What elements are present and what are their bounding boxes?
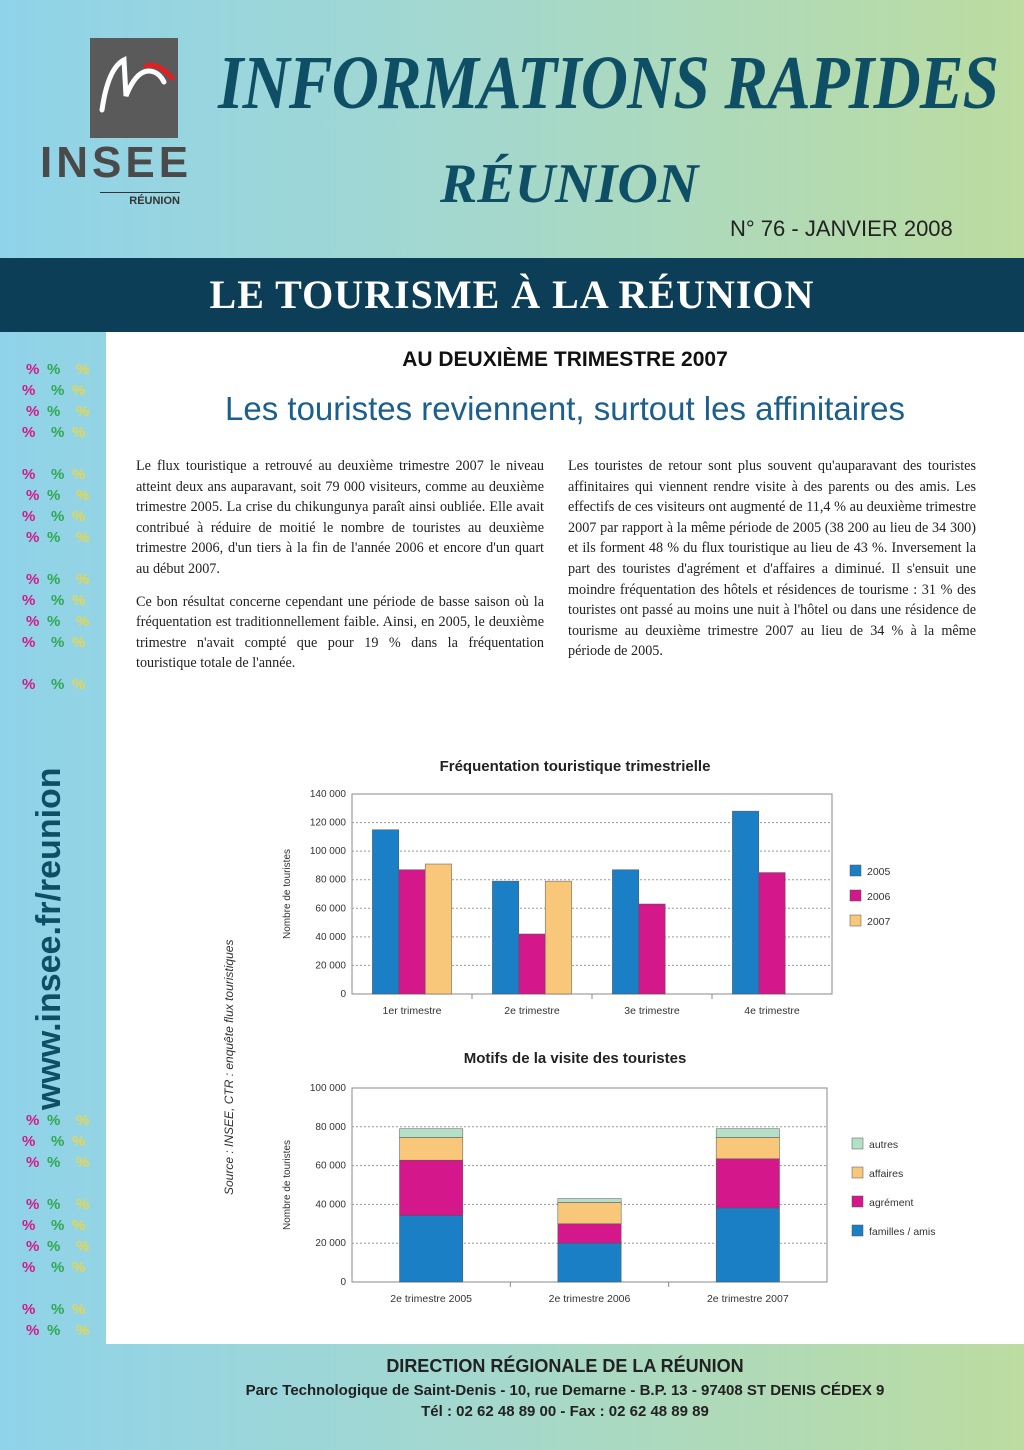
- bar: [732, 811, 758, 994]
- y-tick-label: 140 000: [309, 789, 346, 800]
- percent-symbol: %: [76, 613, 90, 630]
- paragraph: Ce bon résultat concerne cependant une période de basse saison où la fréquentation est traditionnellement faible. Ainsi, en 2005, le deuxième trimestre n'avait compté que pour 19 % dans la fréquentation touristique totale de l'année.: [136, 593, 544, 672]
- percent-symbol: %: [26, 1196, 40, 1213]
- y-tick-label: 100 000: [309, 846, 346, 858]
- paragraph: Le flux touristique a retrouvé au deuxième trimestre 2007 le niveau atteint deux ans auparavant, soit 79 000 visiteurs, comme au deuxième trimestre 2005. La crise du chikungunya paraît ainsi oubliée. Elle avait contribué à réduire de moitié le nombre de touristes au deuxième trimestre 2006, d'un tiers à la fin de l'année 2006 et encore d'un quart au début 2007.: [136, 458, 544, 577]
- bar-segment: [400, 1215, 463, 1282]
- bar-segment: [400, 1160, 463, 1215]
- chart-motifs: [270, 1078, 970, 1318]
- percent-symbol: %: [22, 1301, 36, 1318]
- website-link[interactable]: www.insee.fr/reunion: [30, 767, 68, 1110]
- legend-label: familles / amis: [869, 1226, 936, 1238]
- percent-symbol: %: [51, 466, 65, 483]
- footer: [106, 1344, 1024, 1450]
- percent-symbol: %: [47, 403, 61, 420]
- percent-symbol: %: [72, 1301, 86, 1318]
- logo-sub: RÉUNION: [100, 192, 180, 207]
- x-tick-label: 2e trimestre 2005: [390, 1293, 473, 1305]
- y-tick-label: 120 000: [309, 817, 346, 829]
- percent-symbol: %: [76, 361, 90, 378]
- legend-swatch: [850, 890, 861, 901]
- percent-symbol: %: [22, 1259, 36, 1276]
- percent-symbol: %: [51, 1133, 65, 1150]
- bar: [612, 870, 638, 994]
- percent-symbol: %: [26, 1238, 40, 1255]
- x-tick-label: 4e trimestre: [744, 1005, 800, 1017]
- percent-symbol: %: [22, 592, 36, 609]
- percent-symbol: %: [76, 1112, 90, 1129]
- logo-text: INSEE: [40, 138, 193, 187]
- percent-symbol: %: [26, 361, 40, 378]
- percent-symbol: %: [47, 1154, 61, 1171]
- article-column-2: [568, 456, 976, 674]
- percent-symbol: %: [72, 508, 86, 525]
- footer-address: Parc Technologique de Saint-Denis - 10, rue Demarne - B.P. 13 - 97408 ST DENIS CÉDEX 9: [245, 1382, 885, 1399]
- page-subtitle: RÉUNION: [440, 153, 699, 215]
- y-tick-label: 80 000: [315, 1121, 346, 1133]
- footer-phone: Tél : 02 62 48 89 00 - Fax : 02 62 48 89 89: [421, 1403, 709, 1420]
- percent-symbol: %: [72, 424, 86, 441]
- bar: [399, 870, 425, 994]
- legend-label: 2005: [867, 866, 891, 878]
- legend-swatch: [852, 1167, 863, 1178]
- percent-symbol: %: [26, 1154, 40, 1171]
- legend-swatch: [852, 1225, 863, 1236]
- x-tick-label: 1er trimestre: [382, 1005, 442, 1017]
- percent-symbol: %: [47, 613, 61, 630]
- percent-symbol: %: [72, 1259, 86, 1276]
- percent-symbol: %: [26, 487, 40, 504]
- percent-symbol: %: [51, 508, 65, 525]
- percent-symbol: %: [47, 529, 61, 546]
- bar: [759, 873, 785, 994]
- percent-symbol: %: [22, 424, 36, 441]
- percent-symbol: %: [26, 403, 40, 420]
- legend-label: 2006: [867, 891, 891, 903]
- y-tick-label: 0: [340, 1277, 346, 1288]
- percent-symbol: %: [47, 1112, 61, 1129]
- y-axis-label: Nombre de touristes: [282, 1139, 293, 1231]
- percent-symbol: %: [47, 571, 61, 588]
- bar: [639, 904, 665, 994]
- banner: LE TOURISME À LA RÉUNION: [0, 258, 1024, 332]
- bar-segment: [400, 1129, 463, 1138]
- legend-label: affaires: [869, 1168, 904, 1180]
- x-tick-label: 2e trimestre 2006: [548, 1293, 631, 1305]
- bar-segment: [716, 1137, 779, 1158]
- chart-frequentation: [270, 780, 950, 1030]
- bar-segment: [716, 1159, 779, 1208]
- bar: [545, 881, 571, 994]
- y-axis-label: Nombre de touristes: [282, 848, 293, 940]
- legend-swatch: [852, 1138, 863, 1149]
- y-tick-label: 0: [340, 989, 346, 1000]
- x-tick-label: 2e trimestre: [504, 1005, 560, 1017]
- legend-label: 2007: [867, 916, 891, 928]
- insee-logo: [90, 38, 178, 138]
- percent-symbol: %: [76, 487, 90, 504]
- percent-symbol: %: [72, 634, 86, 651]
- percent-symbol: %: [51, 1259, 65, 1276]
- headline: Les touristes reviennent, surtout les affinitaires: [225, 390, 905, 427]
- percent-symbol: %: [26, 1112, 40, 1129]
- percent-symbol: %: [72, 382, 86, 399]
- percent-symbol: %: [76, 1238, 90, 1255]
- bar-segment: [558, 1202, 621, 1223]
- y-tick-label: 20 000: [315, 960, 346, 972]
- y-tick-label: 60 000: [315, 903, 346, 915]
- percent-symbol: %: [47, 361, 61, 378]
- percent-symbol: %: [76, 1196, 90, 1213]
- percent-symbol: %: [76, 1154, 90, 1171]
- percent-symbol: %: [51, 424, 65, 441]
- percent-symbol: %: [76, 529, 90, 546]
- y-tick-label: 20 000: [315, 1238, 346, 1250]
- percent-symbol: %: [51, 382, 65, 399]
- percent-symbol: %: [22, 466, 36, 483]
- percent-symbol: %: [72, 1133, 86, 1150]
- percent-symbol: %: [47, 1238, 61, 1255]
- issue-number: N° 76 - JANVIER 2008: [730, 216, 953, 241]
- y-tick-label: 60 000: [315, 1160, 346, 1172]
- percent-symbol: %: [47, 487, 61, 504]
- legend-swatch: [850, 915, 861, 926]
- legend-swatch: [852, 1196, 863, 1207]
- percent-symbol: %: [47, 1322, 61, 1339]
- bar-segment: [558, 1243, 621, 1282]
- percent-symbol: %: [22, 1133, 36, 1150]
- article-column-1: [136, 456, 544, 686]
- y-tick-label: 40 000: [315, 1199, 346, 1211]
- page-title: INFORMATIONS RAPIDES: [218, 41, 999, 125]
- percent-symbol: %: [72, 592, 86, 609]
- bar-segment: [400, 1137, 463, 1160]
- bar: [492, 881, 518, 994]
- source-note: Source : INSEE, CTR : enquête flux touristiques: [222, 939, 236, 1195]
- percent-symbol: %: [76, 403, 90, 420]
- kicker: AU DEUXIÈME TRIMESTRE 2007: [402, 348, 728, 371]
- percent-symbol: %: [76, 571, 90, 588]
- percent-symbol: %: [76, 1322, 90, 1339]
- bar-segment: [558, 1199, 621, 1203]
- x-tick-label: 3e trimestre: [624, 1005, 680, 1017]
- legend-label: autres: [869, 1139, 899, 1151]
- percent-symbol: %: [51, 592, 65, 609]
- percent-symbol: %: [26, 571, 40, 588]
- percent-symbol: %: [22, 382, 36, 399]
- percent-symbol: %: [72, 676, 86, 693]
- percent-symbol: %: [51, 1217, 65, 1234]
- paragraph: Les touristes de retour sont plus souvent qu'auparavant des touristes affinitaires qui viennent rendre visite à des parents ou des amis. Les effectifs de ces visiteurs ont augmenté de 11,4 % au deuxième trimestre 2007 par rapport à la même période de 2005 (38 200 au lieu de 34 300) et ils forment 48 % du flux touristique au lieu de 43 %. Inversement la part des touristes d'agrément et d'affaires a diminué. Il s'ensuit une moindre fréquentation des hôtels et résidences de tourisme : 31 % des touristes ont passé au moins une nuit à l'hôtel ou dans une résidence de tourisme au deuxième trimestre 2007 au lieu de 34 % à la même période de 2005.: [568, 458, 976, 660]
- bar: [372, 830, 398, 994]
- percent-symbol: %: [72, 1217, 86, 1234]
- legend-label: agrément: [869, 1197, 914, 1209]
- percent-symbol: %: [26, 1322, 40, 1339]
- bar-segment: [558, 1224, 621, 1243]
- bar-segment: [716, 1129, 779, 1138]
- y-tick-label: 80 000: [315, 874, 346, 886]
- header: [0, 0, 1024, 258]
- percent-symbol: %: [22, 1217, 36, 1234]
- y-tick-label: 100 000: [309, 1083, 346, 1094]
- footer-org: DIRECTION RÉGIONALE DE LA RÉUNION: [386, 1356, 744, 1376]
- chart-title: Fréquentation touristique trimestrielle: [439, 758, 711, 775]
- percent-symbol: %: [51, 1301, 65, 1318]
- x-tick-label: 2e trimestre 2007: [706, 1293, 789, 1305]
- percent-symbol: %: [22, 676, 36, 693]
- percent-symbol: %: [22, 508, 36, 525]
- y-tick-label: 40 000: [315, 931, 346, 943]
- percent-symbol: %: [47, 1196, 61, 1213]
- bar: [425, 864, 451, 994]
- bar: [519, 934, 545, 994]
- percent-symbol: %: [51, 634, 65, 651]
- percent-symbol: %: [26, 613, 40, 630]
- bar-segment: [716, 1208, 779, 1282]
- percent-symbol: %: [22, 634, 36, 651]
- chart-title: Motifs de la visite des touristes: [463, 1050, 687, 1067]
- percent-symbol: %: [51, 676, 65, 693]
- percent-symbol: %: [72, 466, 86, 483]
- legend-swatch: [850, 865, 861, 876]
- percent-symbol: %: [26, 529, 40, 546]
